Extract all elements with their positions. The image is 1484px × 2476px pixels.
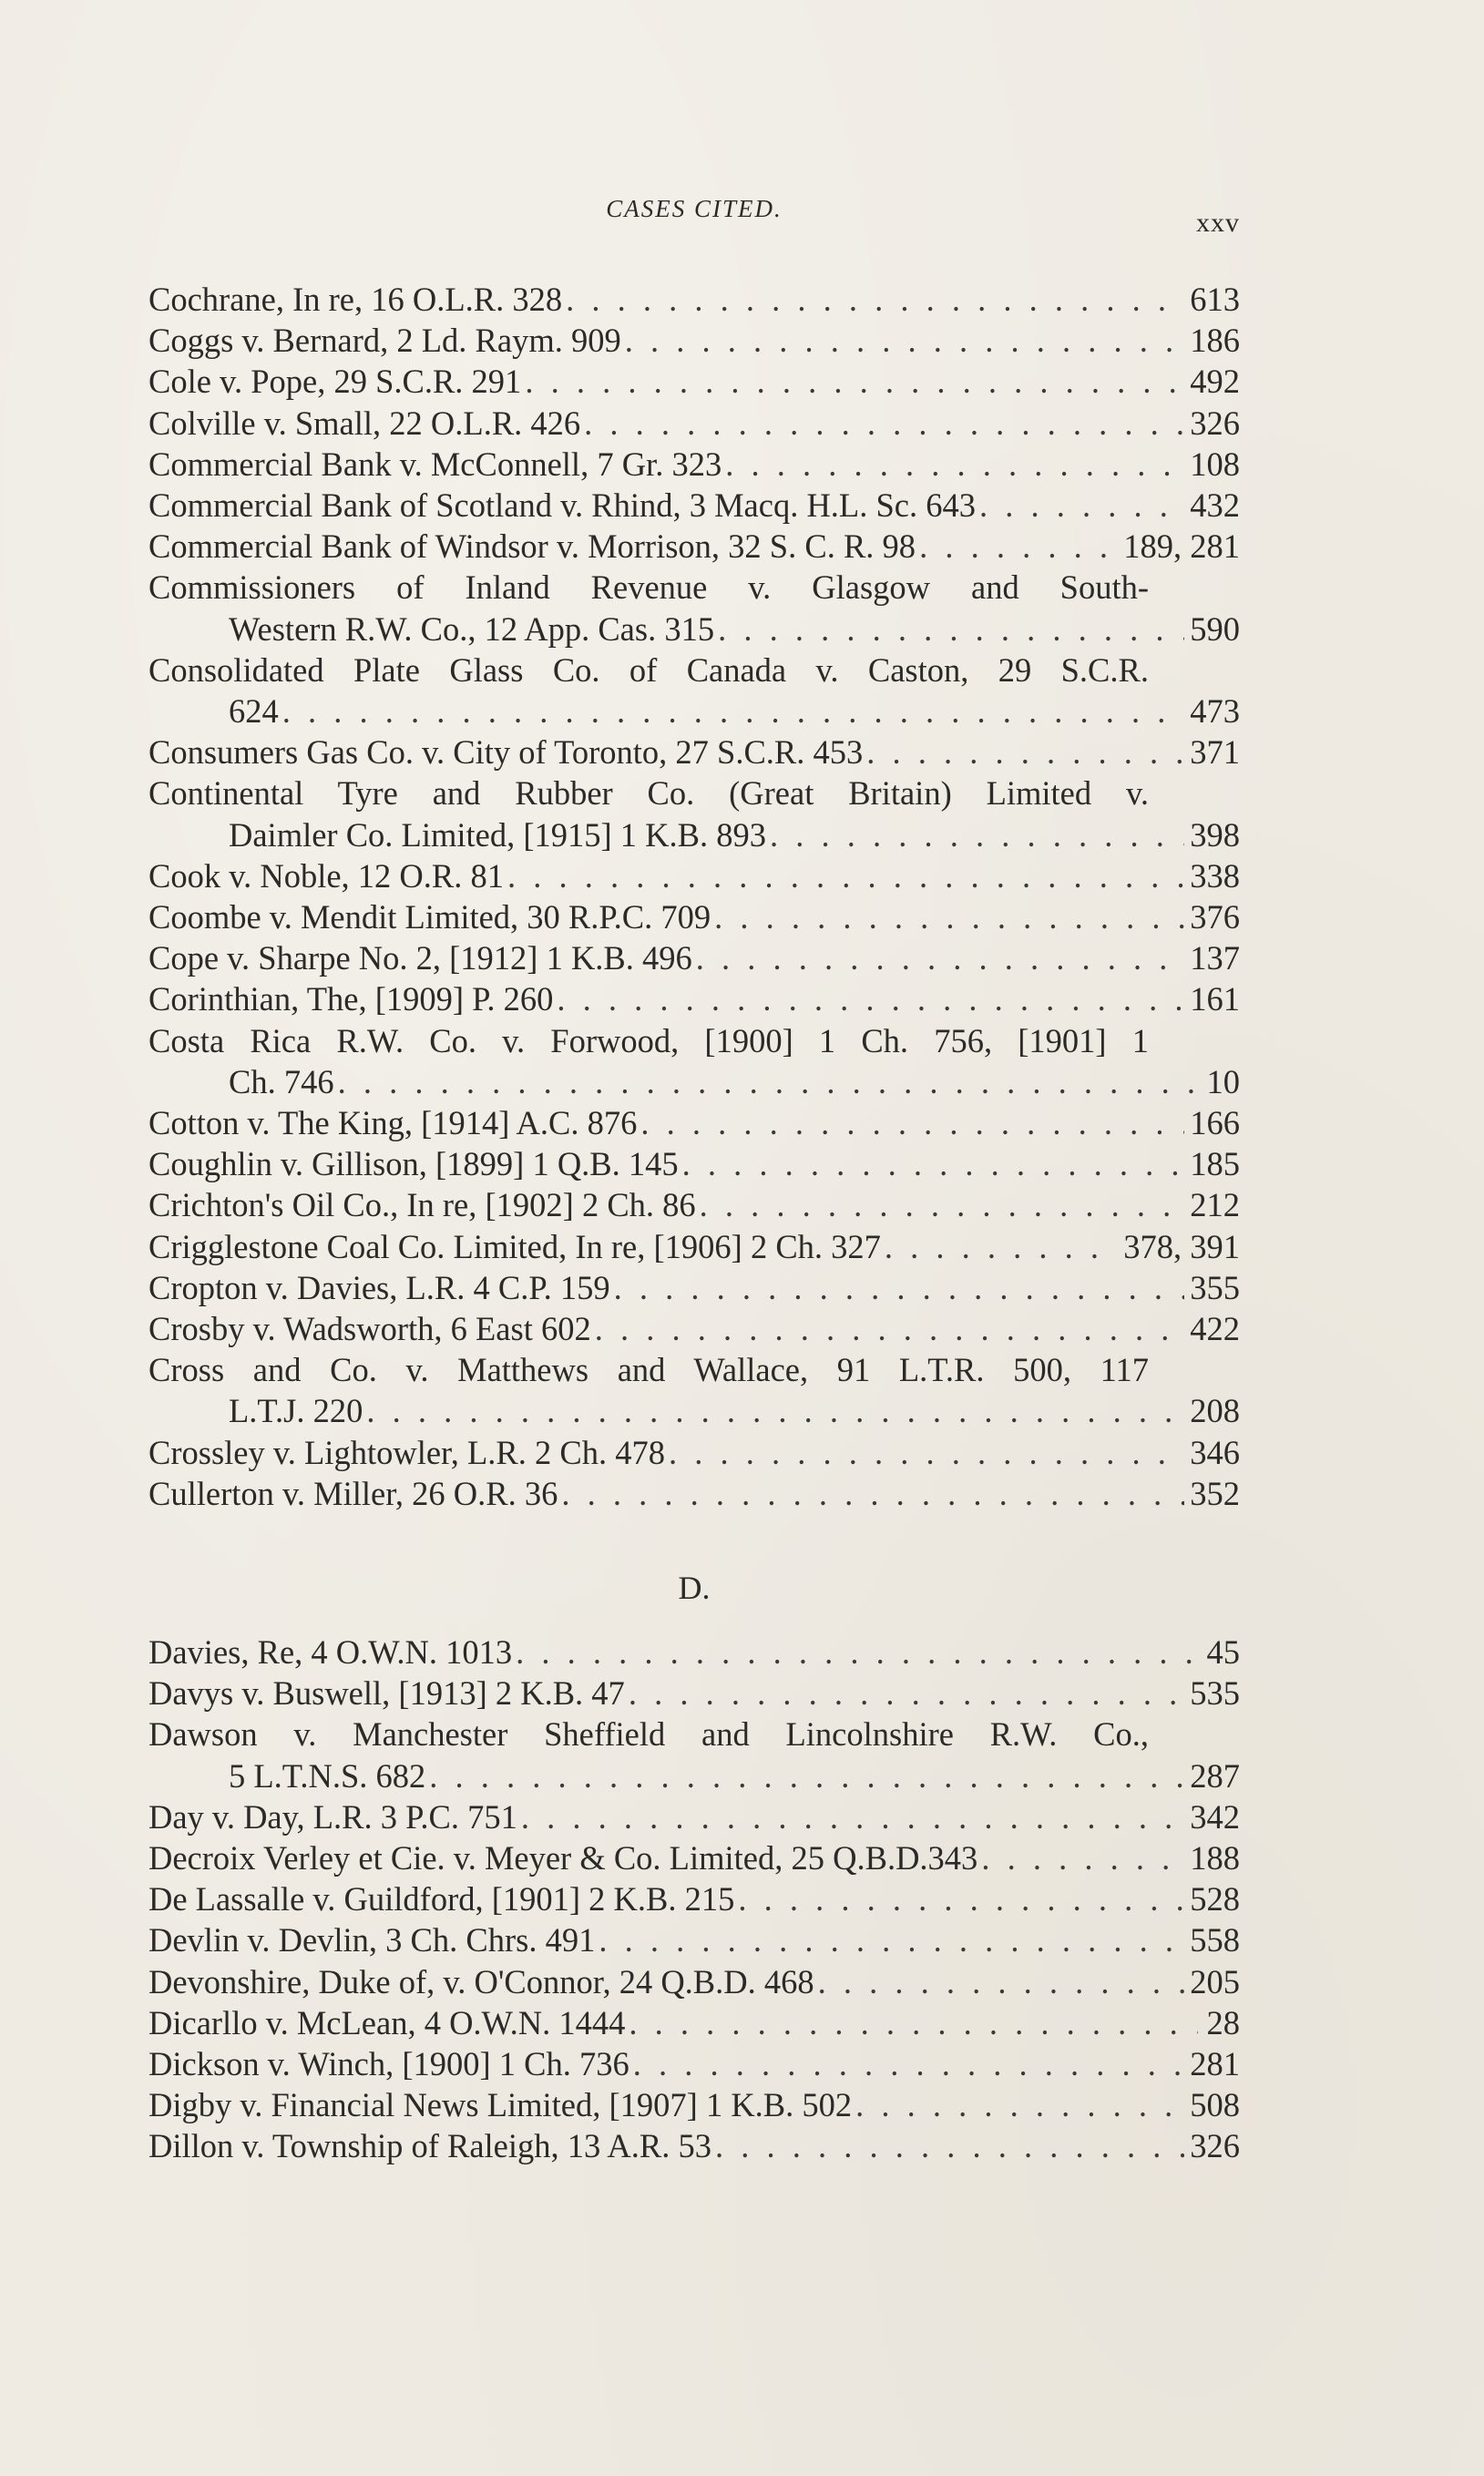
- case-citation-text: Crosby v. Wadsworth, 6 East 602: [148, 1310, 591, 1348]
- case-entry: [148, 1673, 1240, 1714]
- case-citation-line: [148, 403, 1240, 444]
- page-reference: 205: [1190, 1962, 1240, 2000]
- page-reference: 590: [1190, 609, 1240, 648]
- case-entry: [148, 1796, 1240, 1837]
- dot-leader: [979, 485, 1184, 526]
- case-entry: [148, 732, 1240, 772]
- page-reference: 376: [1190, 898, 1240, 936]
- case-citation-line: [148, 2125, 1240, 2166]
- case-citation-line: [148, 1143, 1240, 1184]
- case-citation-text: Dickson v. Winch, [1900] 1 Ch. 736: [148, 2045, 629, 2083]
- case-citation-line: [148, 1308, 1240, 1349]
- case-citation-line: [148, 1061, 1240, 1102]
- case-citation-line: [148, 485, 1240, 526]
- case-citation-text: Consumers Gas Co. v. City of Toronto, 27 S.C.R. 453: [148, 733, 864, 772]
- case-entry: [148, 485, 1240, 526]
- dot-leader: [599, 1919, 1184, 1960]
- case-entry: [148, 1226, 1240, 1267]
- dot-leader: [770, 814, 1184, 855]
- dot-leader: [738, 1878, 1184, 1919]
- case-entry: [148, 1020, 1240, 1102]
- case-entry: [148, 567, 1240, 649]
- case-citation-text: Cook v. Noble, 12 O.R. 81: [148, 856, 505, 895]
- case-citation-text: Crigglestone Coal Co. Limited, In re, [1906] 2 Ch. 327: [148, 1227, 881, 1265]
- case-citation-line: [148, 814, 1240, 855]
- case-citation-text: Coggs v. Bernard, 2 Ld. Raym. 909: [148, 322, 621, 360]
- case-entry: [148, 937, 1240, 978]
- case-entry: [148, 1878, 1240, 1919]
- page-reference: 346: [1190, 1433, 1240, 1471]
- dot-leader: [715, 2125, 1184, 2166]
- page-reference: 186: [1190, 322, 1240, 360]
- dot-leader: [981, 1837, 1184, 1878]
- case-citation-text: Cullerton v. Miller, 26 O.R. 36: [148, 1474, 558, 1512]
- case-entry: [148, 1473, 1240, 1514]
- case-citation-text: Cotton v. The King, [1914] A.C. 876: [148, 1104, 638, 1142]
- dot-leader: [521, 1796, 1184, 1837]
- case-citation-line: [148, 732, 1240, 772]
- page-reference: 208: [1190, 1392, 1240, 1430]
- dot-leader: [338, 1061, 1198, 1102]
- case-entry: [148, 1184, 1240, 1225]
- case-citation-line: [148, 526, 1240, 567]
- case-entry: [148, 1961, 1240, 2002]
- dot-leader: [561, 1473, 1184, 1514]
- case-entry: [148, 1432, 1240, 1473]
- page-reference: 108: [1190, 445, 1240, 483]
- case-entry: [148, 444, 1240, 485]
- case-citation-text: Davies, Re, 4 O.W.N. 1013: [148, 1633, 513, 1671]
- case-entry: [148, 1308, 1240, 1349]
- case-entry: [148, 2084, 1240, 2125]
- case-citation-text: Crichton's Oil Co., In re, [1902] 2 Ch. 86: [148, 1186, 696, 1224]
- case-citation-text: Davys v. Buswell, [1913] 2 K.B. 47: [148, 1674, 625, 1713]
- page-reference: 558: [1190, 1921, 1240, 1959]
- case-citation-text: L.T.J. 220: [229, 1392, 363, 1430]
- case-citation-line: [148, 444, 1240, 485]
- case-citation-text: Colville v. Small, 22 O.L.R. 426: [148, 404, 581, 442]
- case-entry: [148, 361, 1240, 402]
- case-citation-line: [148, 1878, 1240, 1919]
- case-citation-line: [148, 1755, 1240, 1796]
- case-citation-text: Devlin v. Devlin, 3 Ch. Chrs. 491: [148, 1921, 596, 1959]
- case-entry: [148, 855, 1240, 896]
- page-reference: 398: [1190, 815, 1240, 854]
- dot-leader: [919, 526, 1118, 567]
- dot-leader: [629, 2002, 1198, 2043]
- dot-leader: [682, 1143, 1185, 1184]
- dot-leader: [718, 609, 1184, 650]
- case-citation-line: [148, 1919, 1240, 1960]
- page-reference: 473: [1190, 692, 1240, 731]
- case-entry: [148, 2002, 1240, 2043]
- page-reference: 161: [1190, 980, 1240, 1018]
- case-citation-line: [148, 279, 1240, 320]
- page-reference: 508: [1190, 2086, 1240, 2124]
- page-reference: 338: [1190, 856, 1240, 895]
- case-citation-line: [148, 1837, 1240, 1878]
- case-citation-text: Cochrane, In re, 16 O.L.R. 328: [148, 281, 563, 318]
- case-citation-line: [148, 691, 1240, 732]
- page-reference: 212: [1190, 1186, 1240, 1224]
- dot-leader: [633, 2043, 1185, 2084]
- case-citation-text: Day v. Day, L.R. 3 P.C. 751: [148, 1797, 517, 1836]
- dot-leader: [566, 279, 1184, 320]
- page-reference: 326: [1190, 2127, 1240, 2165]
- case-entry: [148, 650, 1240, 732]
- case-citation-text: Digby v. Financial News Limited, [1907] 1 K.B. 502: [148, 2086, 853, 2124]
- case-citation-line: [148, 320, 1240, 361]
- case-entry: [148, 1349, 1240, 1431]
- case-entry: [148, 279, 1240, 320]
- cases-list-c: [148, 279, 1240, 1514]
- case-entry: [148, 1102, 1240, 1143]
- dot-leader: [866, 732, 1184, 772]
- running-title: CASES CITED.: [606, 195, 783, 222]
- case-citation-line: [148, 1432, 1240, 1473]
- page-reference: 535: [1190, 1674, 1240, 1713]
- case-citation-line: [148, 937, 1240, 978]
- page-reference: 185: [1190, 1145, 1240, 1183]
- case-citation-text: Ch. 746: [229, 1062, 334, 1100]
- page-reference: 28: [1206, 2003, 1240, 2041]
- case-entry: [148, 978, 1240, 1019]
- dot-leader: [614, 1267, 1185, 1308]
- case-citation-line: [148, 896, 1240, 937]
- case-citation-text: Corinthian, The, [1909] P. 260: [148, 980, 554, 1018]
- page-reference: 287: [1190, 1756, 1240, 1795]
- dot-leader: [855, 2084, 1184, 2125]
- case-citation-text: 624: [229, 692, 279, 731]
- case-citation-line: [148, 2043, 1240, 2084]
- case-entry: [148, 896, 1240, 937]
- dot-leader: [700, 1184, 1185, 1225]
- page-reference: 326: [1190, 404, 1240, 442]
- case-citation-line: Continental Tyre and Rubber Co. (Great Britain) Limited v.: [148, 774, 1149, 813]
- case-entry: [148, 2125, 1240, 2166]
- page-reference: 355: [1190, 1268, 1240, 1306]
- case-citation-line: [148, 1226, 1240, 1267]
- page-reference: 371: [1190, 733, 1240, 772]
- case-citation-line: [148, 1961, 1240, 2002]
- dot-leader: [557, 978, 1184, 1019]
- page-number: xxv: [1196, 208, 1240, 238]
- page-reference: 432: [1190, 486, 1240, 525]
- section-heading-d: D.: [678, 1570, 711, 1606]
- dot-leader: [696, 937, 1184, 978]
- case-entry: [148, 1632, 1240, 1673]
- case-citation-line: [148, 361, 1240, 402]
- case-citation-text: Devonshire, Duke of, v. O'Connor, 24 Q.B.D. 468: [148, 1962, 814, 2000]
- case-citation-line: [148, 1673, 1240, 1714]
- case-citation-line: Dawson v. Manchester Sheffield and Lincolnshire R.W. Co.,: [148, 1715, 1149, 1754]
- case-citation-line: [148, 1473, 1240, 1514]
- case-citation-text: Decroix Verley et Cie. v. Meyer & Co. Limited, 25 Q.B.D.343: [148, 1839, 978, 1877]
- case-citation-text: Western R.W. Co., 12 App. Cas. 315: [229, 609, 715, 648]
- case-entry: [148, 1714, 1240, 1796]
- case-citation-line: [148, 2084, 1240, 2125]
- case-entry: [148, 526, 1240, 567]
- case-citation-line: [148, 1102, 1240, 1143]
- case-citation-text: Cropton v. Davies, L.R. 4 C.P. 159: [148, 1268, 610, 1306]
- case-entry: [148, 1267, 1240, 1308]
- page-reference: 378, 391: [1123, 1227, 1240, 1265]
- dot-leader: [629, 1673, 1184, 1714]
- case-citation-text: Crossley v. Lightowler, L.R. 2 Ch. 478: [148, 1433, 665, 1471]
- case-citation-text: Cole v. Pope, 29 S.C.R. 291: [148, 363, 522, 401]
- dot-leader: [640, 1102, 1184, 1143]
- case-citation-text: Cope v. Sharpe No. 2, [1912] 1 K.B. 496: [148, 939, 692, 977]
- case-citation-line: [148, 1390, 1240, 1431]
- case-entry: [148, 403, 1240, 444]
- case-citation-text: Daimler Co. Limited, [1915] 1 K.B. 893: [229, 815, 767, 854]
- page-reference: 492: [1190, 363, 1240, 401]
- case-citation-line: [148, 855, 1240, 896]
- page-reference: 528: [1190, 1880, 1240, 1918]
- page-reference: 10: [1206, 1062, 1240, 1100]
- case-citation-line: [148, 2002, 1240, 2043]
- case-citation-line: Cross and Co. v. Matthews and Wallace, 91 L.T.R. 500, 117: [148, 1351, 1149, 1389]
- page-reference: 45: [1206, 1633, 1240, 1671]
- case-citation-line: [148, 978, 1240, 1019]
- dot-leader: [584, 403, 1184, 444]
- case-entry: [148, 1919, 1240, 1960]
- page-reference: 188: [1190, 1839, 1240, 1877]
- case-entry: [148, 320, 1240, 361]
- dot-leader: [625, 320, 1185, 361]
- case-entry: [148, 1143, 1240, 1184]
- dot-leader: [429, 1755, 1184, 1796]
- dot-leader: [525, 361, 1184, 402]
- dot-leader: [725, 444, 1184, 485]
- dot-leader: [885, 1226, 1118, 1267]
- case-citation-text: Coombe v. Mendit Limited, 30 R.P.C. 709: [148, 898, 711, 936]
- dot-leader: [516, 1632, 1198, 1673]
- page-reference: 281: [1190, 2045, 1240, 2083]
- case-entry: [148, 2043, 1240, 2084]
- dot-leader: [282, 691, 1185, 732]
- dot-leader: [595, 1308, 1185, 1349]
- case-citation-text: Dicarllo v. McLean, 4 O.W.N. 1444: [148, 2003, 626, 2041]
- dot-leader: [714, 896, 1184, 937]
- page-reference: 613: [1190, 281, 1240, 318]
- case-entry: [148, 1837, 1240, 1878]
- case-citation-line: [148, 1267, 1240, 1308]
- case-entry: [148, 772, 1240, 854]
- page-reference: 422: [1190, 1310, 1240, 1348]
- case-citation-text: De Lassalle v. Guildford, [1901] 2 K.B. 215: [148, 1880, 735, 1918]
- case-citation-text: 5 L.T.N.S. 682: [229, 1756, 426, 1795]
- case-citation-line: Costa Rica R.W. Co. v. Forwood, [1900] 1 Ch. 756, [1901] 1: [148, 1021, 1149, 1059]
- dot-leader: [818, 1961, 1185, 2002]
- dot-leader: [669, 1432, 1184, 1473]
- dot-leader: [507, 855, 1184, 896]
- page-reference: 189, 281: [1123, 527, 1240, 566]
- case-citation-line: Commissioners of Inland Revenue v. Glasgow and South-: [148, 568, 1149, 607]
- case-citation-text: Commercial Bank v. McConnell, 7 Gr. 323: [148, 445, 722, 483]
- case-citation-line: Consolidated Plate Glass Co. of Canada v. Caston, 29 S.C.R.: [148, 650, 1149, 689]
- case-citation-line: [148, 1632, 1240, 1673]
- cases-list-d: [148, 1632, 1240, 2167]
- case-citation-line: [148, 1184, 1240, 1225]
- case-citation-text: Commercial Bank of Scotland v. Rhind, 3 Macq. H.L. Sc. 643: [148, 486, 976, 525]
- case-citation-line: [148, 609, 1240, 650]
- case-citation-text: Commercial Bank of Windsor v. Morrison, 32 S. C. R. 98: [148, 527, 916, 566]
- case-citation-text: Coughlin v. Gillison, [1899] 1 Q.B. 145: [148, 1145, 679, 1183]
- case-citation-text: Dillon v. Township of Raleigh, 13 A.R. 53: [148, 2127, 711, 2165]
- page-reference: 137: [1190, 939, 1240, 977]
- dot-leader: [366, 1390, 1184, 1431]
- running-head: [148, 195, 1240, 238]
- page-reference: 342: [1190, 1797, 1240, 1836]
- page-reference: 166: [1190, 1104, 1240, 1142]
- page-reference: 352: [1190, 1474, 1240, 1512]
- case-citation-line: [148, 1796, 1240, 1837]
